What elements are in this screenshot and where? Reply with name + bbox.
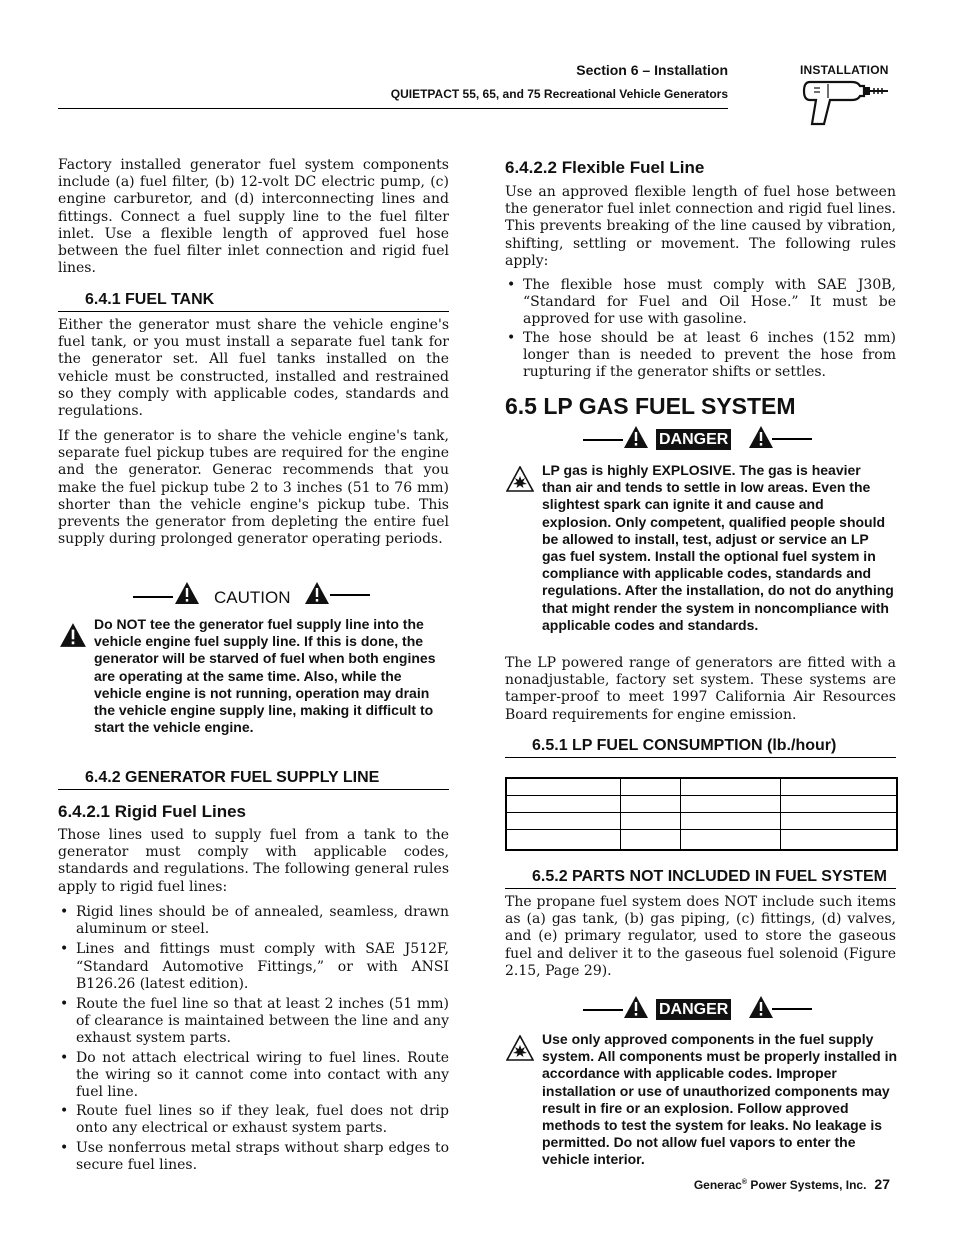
section-title: Section 6 – Installation (576, 62, 728, 78)
footer-company-rest: Power Systems, Inc. (747, 1178, 867, 1192)
table-row (506, 829, 897, 850)
danger-message-components: Use only approved components in the fuel supply system. All components must be properly installed in accordance with applicable codes. Improper installation or use of unauthorized components may result in fire or an explosion. Follow approved methods to test the system for leaks. No leakage is permitted. Do not allow fuel vapors to enter the vehicle interior. (542, 1031, 898, 1168)
list-item: • The hose should be at least 6 inches (152 mm) longer than is needed to prevent the hose from rupturing if the generator shifts or settles. (507, 329, 896, 381)
table-cell (680, 795, 780, 812)
warning-triangle-icon (623, 425, 649, 449)
lp-system-paragraph: The LP powered range of generators are fitted with a nonadjustable, factory set system. These systems are tamper-proof to meet 1997 California Air Resources Board requirements for engine emission. (505, 655, 896, 723)
danger-badge: DANGER (656, 429, 731, 450)
warning-triangle-icon (623, 995, 649, 1019)
warning-triangle-icon (748, 425, 774, 449)
list-item: • Do not attach electrical wiring to fuel lines. Route the wiring so it cannot come into contact with any fuel line. (60, 1049, 449, 1101)
fuel-tank-paragraph-2: If the generator is to share the vehicle engine's tank, separate fuel pickup tubes are required for the engine and the generator. Generac recommends that you make the fuel pickup tube 2 to 3 inches (51 to 76 mm) shorter than the vehicle engine's pickup tube. This prevents the generator from depleting the entire fuel supply during prolonged generator operating periods. (58, 428, 449, 548)
document-subtitle: QUIETPACT 55, 65, and 75 Recreational Vehicle Generators (390, 87, 728, 101)
table-cell (620, 812, 680, 829)
table-cell (780, 829, 897, 850)
table-cell (506, 778, 620, 795)
table-cell (506, 829, 620, 850)
heading-6-4-2-1: 6.4.2.1 Rigid Fuel Lines (58, 802, 246, 821)
list-item: • The flexible hose must comply with SAE J30B, “Standard for Fuel and Oil Hose.” It must be approved for use with gasoline. (507, 277, 896, 328)
danger-badge: DANGER (656, 999, 731, 1020)
caution-rule-right (330, 594, 370, 596)
explosion-hazard-icon (506, 1035, 534, 1061)
heading-6-4-2-2: 6.4.2.2 Flexible Fuel Line (505, 158, 705, 177)
table-cell (680, 829, 780, 850)
danger-rule-left (583, 439, 623, 441)
page-footer (560, 1176, 890, 1192)
rigid-lines-paragraph: Those lines used to supply fuel from a tank to the generator must comply with applicable codes, standards and regulations. The following general rules apply to rigid fuel lines: (58, 827, 449, 895)
warning-triangle-icon (304, 581, 330, 605)
table-row (506, 778, 897, 795)
registered-mark: ® (741, 1179, 748, 1186)
list-item: • Use nonferrous metal straps without sharp edges to secure fuel lines. (60, 1139, 449, 1173)
caution-label: CAUTION (214, 588, 291, 607)
heading-6-4-2: 6.4.2 GENERATOR FUEL SUPPLY LINE (58, 769, 449, 790)
danger-message-lp-gas: LP gas is highly EXPLOSIVE. The gas is heavier than air and tends to settle in low areas. Even the slightest spark can ignite it and cause and explosion. Only competent, qualified people should be allowed to install, test, adjust or service an LP gas fuel system. Install the optional fuel system in compliance with applicable codes, standards and regulations. After the installation, do not do anything that might render the system in noncompliance with applicable codes and standards. (542, 462, 894, 633)
heading-6-4-1: 6.4.1 FUEL TANK (58, 291, 449, 312)
page-number: 27 (874, 1176, 890, 1192)
list-item: • Route the fuel line so that at least 2 inches (51 mm) of clearance is maintained between the line and any exhaust system parts. (60, 996, 449, 1047)
table-cell (620, 829, 680, 850)
table-cell (620, 795, 680, 812)
list-item: • Route fuel lines so if they leak, fuel does not drip onto any electrical or exhaust system parts. (60, 1103, 449, 1137)
warning-triangle-icon (174, 581, 200, 605)
list-item: • Lines and fittings must comply with SAE J512F, “Standard Automotive Fittings,” or with ANSI B126.26 (latest edition). (60, 941, 449, 992)
danger-rule-right (772, 1008, 812, 1010)
flexible-line-rules (505, 277, 896, 381)
drill-icon (798, 78, 890, 128)
parts-not-included-paragraph: The propane fuel system does NOT include such items as (a) gas tank, (b) gas piping, (c) fittings, (d) valves, and (e) primary regulator, used to store the gaseous fuel and deliver it to the gaseous fuel solenoid (Figure 2.15, Page 29). (505, 894, 896, 979)
left-column (58, 157, 449, 277)
table-cell (620, 778, 680, 795)
caution-rule-left (133, 596, 173, 598)
table-cell (506, 795, 620, 812)
table-cell (680, 778, 780, 795)
danger-rule-right (772, 438, 812, 440)
table-cell (780, 795, 897, 812)
danger-rule-left (583, 1009, 623, 1011)
footer-company: Generac (693, 1178, 742, 1192)
table-row (506, 812, 897, 829)
installation-badge-label: INSTALLATION (800, 63, 889, 77)
rigid-lines-rules (58, 904, 449, 1174)
intro-paragraph: Factory installed generator fuel system components include (a) fuel filter, (b) 12-volt DC electric pump, (c) engine carburetor, and (d) interconnecting lines and fittings. Connect a fuel supply line to the fuel filter inlet. Use a flexible length of approved fuel hose between the fuel filter inlet connection and rigid fuel lines. (58, 157, 449, 277)
heading-6-5-1: 6.5.1 LP FUEL CONSUMPTION (lb./hour) (505, 737, 896, 758)
table-cell (780, 812, 897, 829)
heading-6-5: 6.5 LP GAS FUEL SYSTEM (505, 393, 796, 419)
table-cell (506, 812, 620, 829)
fuel-consumption-table (505, 777, 898, 851)
heading-6-5-2: 6.5.2 PARTS NOT INCLUDED IN FUEL SYSTEM (505, 868, 896, 889)
explosion-hazard-icon (506, 466, 534, 492)
caution-message: Do NOT tee the generator fuel supply line into the vehicle engine fuel supply line. If this is done, the generator will be starved of fuel when both engines are operating at the same time. Also, while the vehicle engine is not running, operation may drain the vehicle engine supply line, making it difficult to start the vehicle engine. (94, 616, 436, 736)
fuel-tank-paragraph-1: Either the generator must share the vehicle engine's fuel tank, or you must install a separate fuel tank for the generator set. All fuel tanks installed on the vehicle must be constructed, installed and restrained so they comply with applicable codes, standards and regulations. (58, 317, 449, 420)
warning-triangle-icon (59, 622, 87, 648)
warning-triangle-icon (748, 995, 774, 1019)
list-item: • Rigid lines should be of annealed, seamless, drawn aluminum or steel. (60, 904, 449, 938)
flexible-line-paragraph: Use an approved flexible length of fuel hose between the generator fuel inlet connection and rigid fuel lines. This prevents breaking of the line caused by vibration, shifting, settling or movement. The following rules apply: (505, 184, 896, 269)
table-row (506, 795, 897, 812)
table-cell (680, 812, 780, 829)
header-rule (58, 108, 728, 109)
table-cell (780, 778, 897, 795)
